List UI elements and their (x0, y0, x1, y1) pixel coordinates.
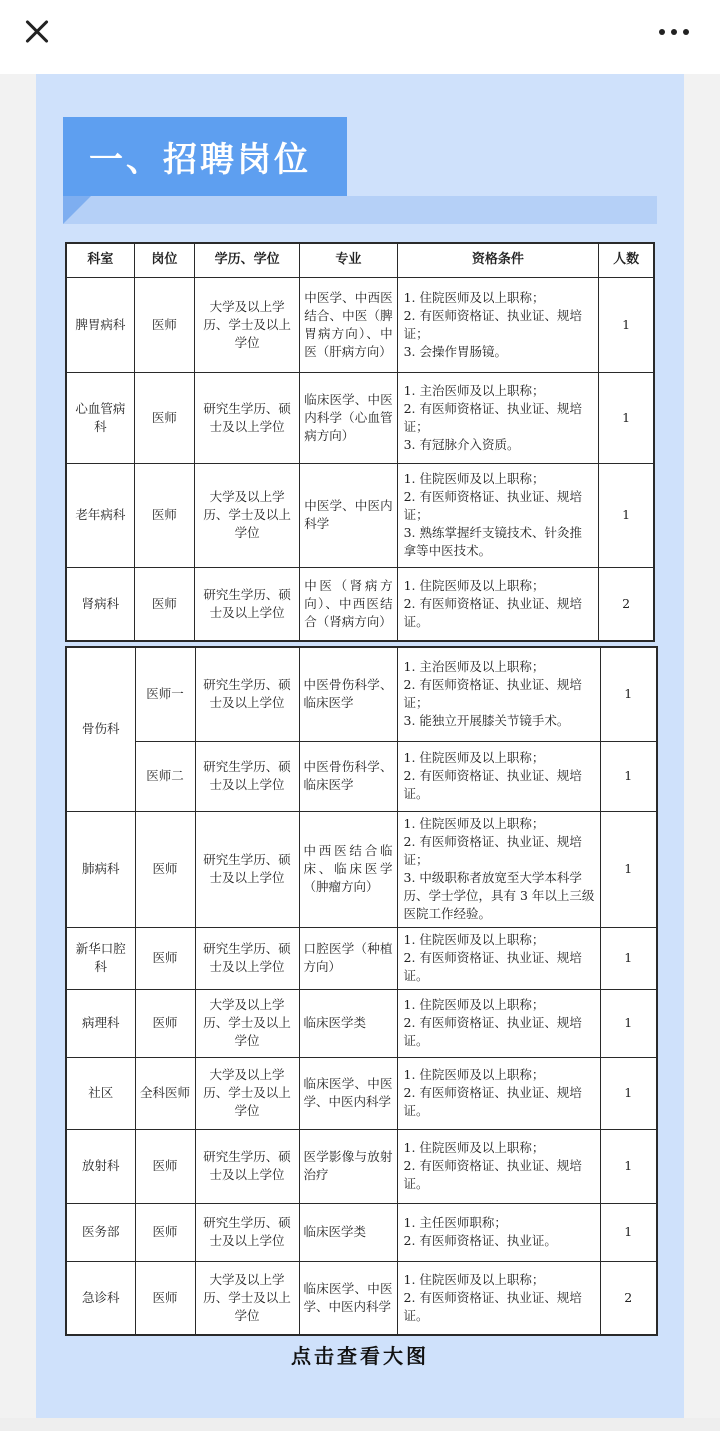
cell-major: 中医（肾病方向）、中西医结合（肾病方向） (300, 567, 397, 641)
table-row (66, 741, 657, 811)
header-dept: 科室 (66, 243, 134, 277)
top-bar (0, 0, 720, 74)
cell-post: 医师 (135, 811, 195, 927)
cell-post: 医师一 (135, 647, 195, 741)
title-fold (63, 196, 91, 224)
cell-req: 1. 住院医师及以上职称； 2. 有医师资格证、执业证、规培证； 3. 会操作胃肠镜。 (397, 277, 599, 372)
cell-req: 1. 住院医师及以上职称； 2. 有医师资格证、执业证、规培证。 (397, 741, 600, 811)
table-row (66, 927, 657, 989)
table-row (66, 567, 654, 641)
cell-count: 1 (600, 647, 657, 741)
table-row (66, 1057, 657, 1129)
header-count: 人数 (599, 243, 654, 277)
table-row (66, 989, 657, 1057)
more-dots-icon[interactable] (652, 20, 696, 44)
cell-major: 临床医学类 (299, 1203, 397, 1261)
cell-dept: 新华口腔科 (66, 927, 135, 989)
cell-edu: 大学及以上学历、学士及以上学位 (195, 989, 299, 1057)
cell-edu: 大学及以上学历、学士及以上学位 (195, 1261, 299, 1335)
cell-count: 2 (599, 567, 654, 641)
cell-req: 1. 主任医师职称； 2. 有医师资格证、执业证。 (397, 1203, 600, 1261)
cell-req: 1. 住院医师及以上职称； 2. 有医师资格证、执业证、规培证； 3. 熟练掌握纤支镜技术、针灸推拿等中医技术。 (397, 463, 599, 567)
cell-dept: 放射科 (66, 1129, 135, 1203)
cell-edu: 研究生学历、硕士及以上学位 (195, 741, 299, 811)
bottom-bar (0, 1418, 720, 1431)
header-edu: 学历、学位 (194, 243, 299, 277)
cell-post: 医师 (134, 463, 194, 567)
table-row (66, 1261, 657, 1335)
cell-post: 医师 (134, 567, 194, 641)
header-req: 资格条件 (397, 243, 599, 277)
table-row (66, 1203, 657, 1261)
cell-major: 中医学、中医内科学 (300, 463, 397, 567)
cell-major: 中医骨伤科学、临床医学 (299, 741, 397, 811)
cell-req: 1. 住院医师及以上职称； 2. 有医师资格证、执业证、规培证。 (397, 1129, 600, 1203)
cell-dept: 脾胃病科 (66, 277, 134, 372)
cell-edu: 大学及以上学历、学士及以上学位 (194, 277, 299, 372)
cell-count: 1 (600, 811, 657, 927)
table-row (66, 463, 654, 567)
cell-edu: 研究生学历、硕士及以上学位 (195, 927, 299, 989)
section-title: 一、招聘岗位 (89, 140, 311, 180)
cell-req: 1. 主治医师及以上职称； 2. 有医师资格证、执业证、规培证； 3. 有冠脉介入资质。 (397, 372, 599, 463)
cell-dept: 老年病科 (66, 463, 134, 567)
recruit-table-part1 (65, 242, 655, 642)
cell-major: 医学影像与放射治疗 (299, 1129, 397, 1203)
cell-dept: 心血管病科 (66, 372, 134, 463)
cell-post: 医师 (134, 372, 194, 463)
view-large-image-button[interactable]: 点击查看大图 (291, 1344, 429, 1368)
cell-count: 1 (600, 741, 657, 811)
cell-edu: 研究生学历、硕士及以上学位 (195, 647, 299, 741)
cell-count: 1 (599, 463, 654, 567)
cell-req: 1. 住院医师及以上职称； 2. 有医师资格证、执业证、规培证。 (397, 1261, 600, 1335)
cell-edu: 研究生学历、硕士及以上学位 (195, 1203, 299, 1261)
cell-major: 中西医结合临床、临床医学（肿瘤方向） (299, 811, 397, 927)
cell-edu: 研究生学历、硕士及以上学位 (195, 1129, 299, 1203)
table-row (66, 647, 657, 741)
cell-edu: 研究生学历、硕士及以上学位 (194, 372, 299, 463)
close-icon[interactable] (14, 12, 58, 52)
table-row (66, 277, 654, 372)
table-header-row (66, 243, 654, 277)
cell-req: 1. 住院医师及以上职称； 2. 有医师资格证、执业证、规培证； 3. 中级职称者放宽至大学本科学历、学士学位，具有 3 年以上三级医院工作经验。 (397, 811, 600, 927)
cell-dept: 肾病科 (66, 567, 134, 641)
cell-count: 1 (600, 1203, 657, 1261)
cell-count: 1 (600, 1057, 657, 1129)
cell-dept: 病理科 (66, 989, 135, 1057)
cell-req: 1. 主治医师及以上职称； 2. 有医师资格证、执业证、规培证； 3. 能独立开展膝关节镜手术。 (397, 647, 600, 741)
header-post: 岗位 (134, 243, 194, 277)
cell-count: 1 (600, 927, 657, 989)
section-title-banner (63, 117, 657, 224)
cell-dept: 医务部 (66, 1203, 135, 1261)
cell-edu: 大学及以上学历、学士及以上学位 (194, 463, 299, 567)
title-box (63, 117, 347, 196)
cell-major: 口腔医学（种植方向） (299, 927, 397, 989)
cell-req: 1. 住院医师及以上职称； 2. 有医师资格证、执业证、规培证。 (397, 989, 600, 1057)
cell-edu: 研究生学历、硕士及以上学位 (194, 567, 299, 641)
cell-major: 中医学、中西医结合、中医（脾胃病方向）、中医（肝病方向） (300, 277, 397, 372)
cell-post: 全科医师 (135, 1057, 195, 1129)
cell-post: 医师 (135, 927, 195, 989)
cell-dept: 肺病科 (66, 811, 135, 927)
cell-count: 1 (599, 372, 654, 463)
cell-post: 医师 (135, 989, 195, 1057)
cell-post: 医师 (135, 1129, 195, 1203)
cell-edu: 大学及以上学历、学士及以上学位 (195, 1057, 299, 1129)
cell-count: 1 (600, 1129, 657, 1203)
cell-dept: 骨伤科 (66, 647, 135, 811)
cell-count: 1 (599, 277, 654, 372)
cell-major: 中医骨伤科学、临床医学 (299, 647, 397, 741)
table-row (66, 372, 654, 463)
table-row (66, 1129, 657, 1203)
cell-req: 1. 住院医师及以上职称； 2. 有医师资格证、执业证、规培证。 (397, 1057, 600, 1129)
cell-req: 1. 住院医师及以上职称； 2. 有医师资格证、执业证、规培证。 (397, 567, 599, 641)
table-row (66, 811, 657, 927)
cell-major: 临床医学类 (299, 989, 397, 1057)
cell-count: 2 (600, 1261, 657, 1335)
cell-post: 医师 (135, 1203, 195, 1261)
cell-post: 医师 (134, 277, 194, 372)
cell-post: 医师二 (135, 741, 195, 811)
cell-major: 临床医学、中医学、中医内科学 (299, 1057, 397, 1129)
cell-major: 临床医学、中医内科学（心血管病方向） (300, 372, 397, 463)
cell-req: 1. 住院医师及以上职称； 2. 有医师资格证、执业证、规培证。 (397, 927, 600, 989)
cell-major: 临床医学、中医学、中医内科学 (299, 1261, 397, 1335)
cell-edu: 研究生学历、硕士及以上学位 (195, 811, 299, 927)
cell-post: 医师 (135, 1261, 195, 1335)
cell-count: 1 (600, 989, 657, 1057)
header-major: 专业 (300, 243, 397, 277)
recruit-table-part2 (65, 646, 658, 1336)
title-band (63, 196, 657, 224)
cell-dept: 社区 (66, 1057, 135, 1129)
cell-dept: 急诊科 (66, 1261, 135, 1335)
